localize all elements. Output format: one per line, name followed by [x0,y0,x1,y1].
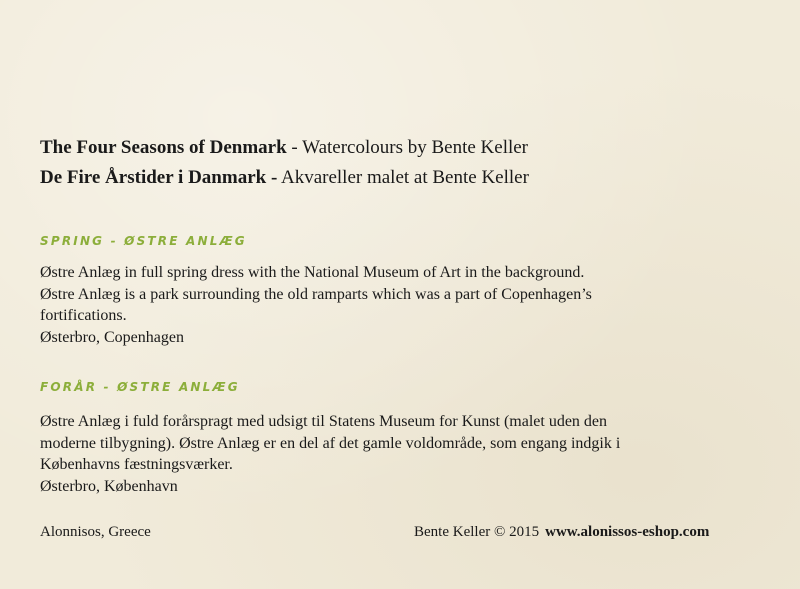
foraar-line: Københavns fæstningsværker. [40,456,233,473]
foraar-description [40,411,760,497]
title-english [40,136,528,160]
foraar-location: Østerbro, København [40,477,178,495]
title-danish-bold: De Fire Årstider i Danmark - [40,167,278,188]
footer-website: www.alonissos-eshop.com [545,524,710,540]
foraar-line: Østre Anlæg i fuld forårspragt med udsigt til Statens Museum for Kunst (malet uden den [40,413,608,430]
spring-line: Østre Anlæg in full spring dress with the National Museum of Art in the background. [40,264,585,281]
spring-location: Østerbro, Copenhagen [40,328,184,346]
spring-heading: SPRING - ØSTRE ANLÆG [40,234,247,248]
footer-copyright: Bente Keller © 2015 [414,524,540,540]
title-english-rest: - Watercolours by Bente Keller [286,137,529,158]
spring-description [40,262,760,348]
footer-credits [414,524,709,541]
foraar-line: moderne tilbygning). Østre Anlæg er en del af det gamle voldområde, som engang indgik i [40,434,621,452]
title-danish-rest: Akvareller malet at Bente Keller [277,167,529,188]
foraar-heading: FORÅR - ØSTRE ANLÆG [40,380,240,394]
footer-location: Alonnisos, Greece [40,524,151,540]
title-danish [40,166,529,190]
title-english-bold: The Four Seasons of Denmark [40,137,287,158]
spring-line: fortifications. [40,307,127,324]
spring-line: Østre Anlæg is a park surrounding the old ramparts which was a part of Copenhagen’s [40,285,592,303]
